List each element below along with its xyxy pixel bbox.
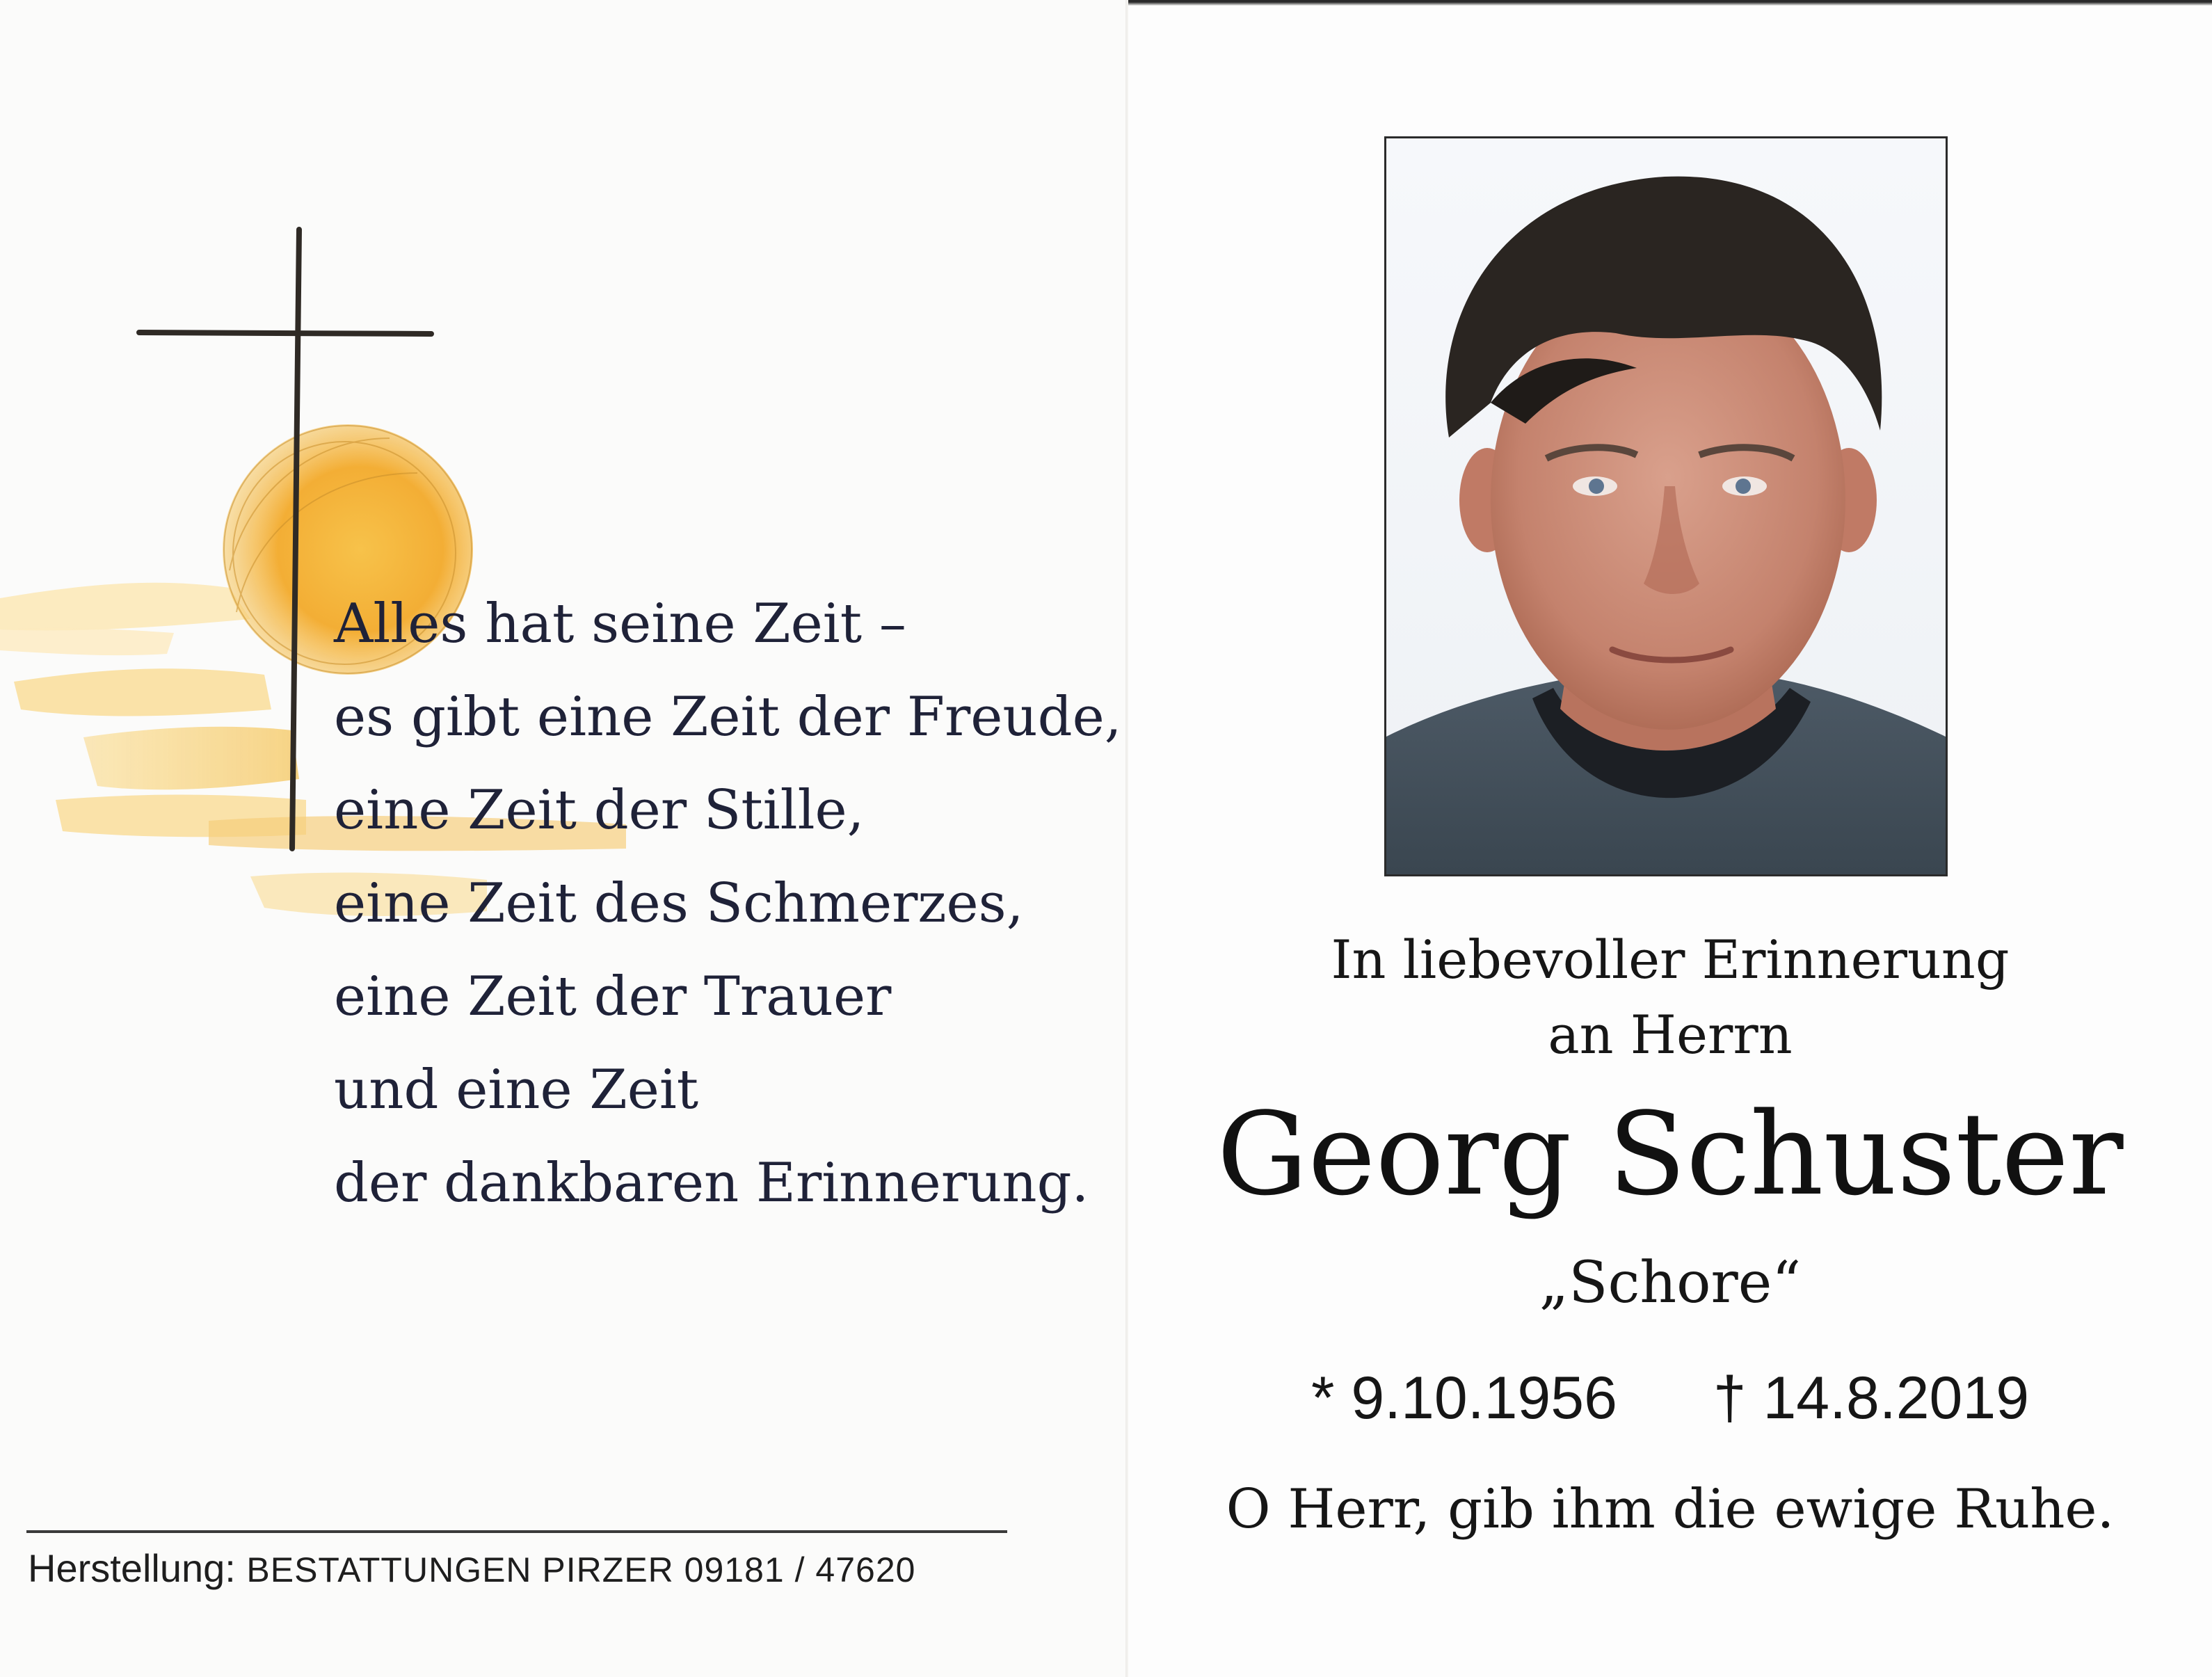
poem-line: eine Zeit der Stille,	[334, 779, 865, 842]
birth-date: * 9.10.1956	[1311, 1365, 1617, 1431]
footer-divider	[26, 1530, 1007, 1533]
life-dates	[1128, 1356, 2212, 1440]
poem-line: eine Zeit der Trauer	[334, 965, 892, 1028]
death-date: † 14.8.2019	[1713, 1365, 2030, 1431]
poem-line: Alles hat seine Zeit –	[334, 593, 906, 655]
poem-line: eine Zeit des Schmerzes,	[334, 872, 1024, 935]
scan-edge	[1128, 0, 2212, 6]
poem-line: der dankbaren Erinnerung.	[334, 1152, 1089, 1214]
intro-line-1: In liebevoller Erinnerung	[1331, 929, 2010, 990]
portrait-photo	[1384, 136, 1948, 876]
producer-label: Herstellung:	[28, 1546, 236, 1590]
poem-line: es gibt eine Zeit der Freude,	[334, 686, 1122, 748]
nickname: „Schore“	[1539, 1250, 1802, 1316]
deceased-name: Georg Schuster	[1217, 1088, 2124, 1221]
poem-line: und eine Zeit	[334, 1059, 699, 1121]
producer-company: BESTATTUNGEN PIRZER 09181 / 47620	[246, 1550, 916, 1589]
poem	[334, 577, 1122, 1230]
prayer-line: O Herr, gib ihm die ewige Ruhe.	[1226, 1478, 2115, 1541]
intro-line-2: an Herrn	[1548, 1004, 1793, 1066]
portrait-image	[1386, 138, 1946, 874]
producer-credit	[28, 1546, 915, 1591]
